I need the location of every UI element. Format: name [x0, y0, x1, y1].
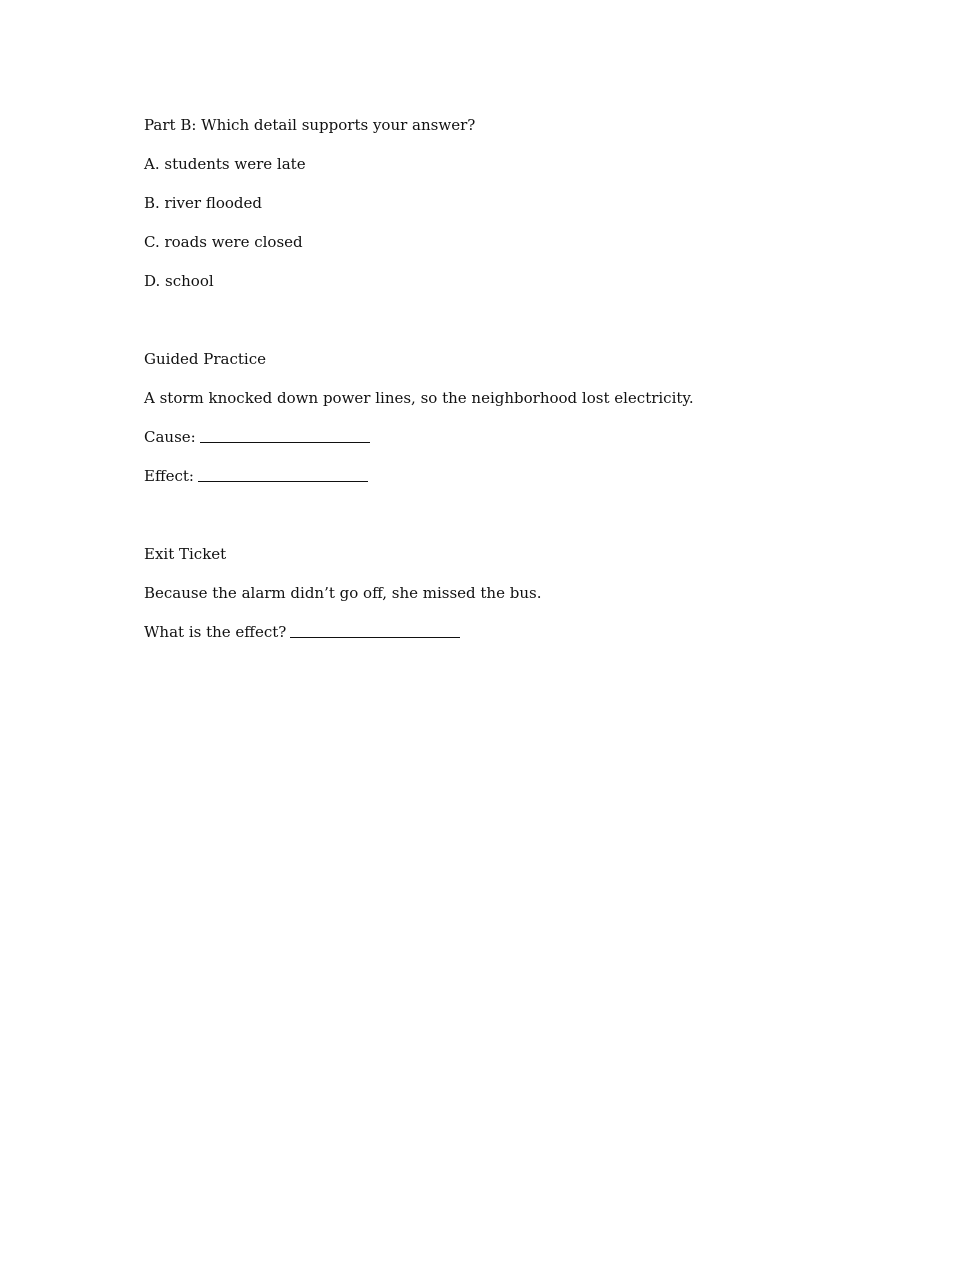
exit-ticket-answer-blank[interactable] [290, 636, 460, 638]
part-b-question: Part B: Which detail supports your answer? [144, 116, 476, 134]
exit-ticket-question-row [144, 622, 844, 642]
exit-ticket-sentence: Because the alarm didn’t go off, she missed the bus. [144, 584, 542, 602]
effect-answer-blank[interactable] [198, 480, 368, 482]
exit-ticket-question-label: What is the effect? [144, 623, 287, 641]
cause-label: Cause: [144, 428, 196, 446]
option-d: D. school [144, 272, 214, 290]
section-spacer [144, 310, 844, 349]
exit-ticket-heading: Exit Ticket [144, 545, 227, 563]
cause-row [144, 427, 844, 447]
option-a: A. students were late [144, 155, 306, 173]
option-b: B. river flooded [144, 194, 262, 212]
effect-row [144, 466, 844, 486]
effect-label: Effect: [144, 467, 194, 485]
option-c: C. roads were closed [144, 233, 303, 251]
section-spacer [144, 505, 844, 544]
guided-practice-sentence: A storm knocked down power lines, so the neighborhood lost electricity. [144, 389, 694, 407]
document-content [144, 115, 844, 661]
guided-practice-heading: Guided Practice [144, 350, 266, 368]
cause-answer-blank[interactable] [200, 441, 370, 443]
